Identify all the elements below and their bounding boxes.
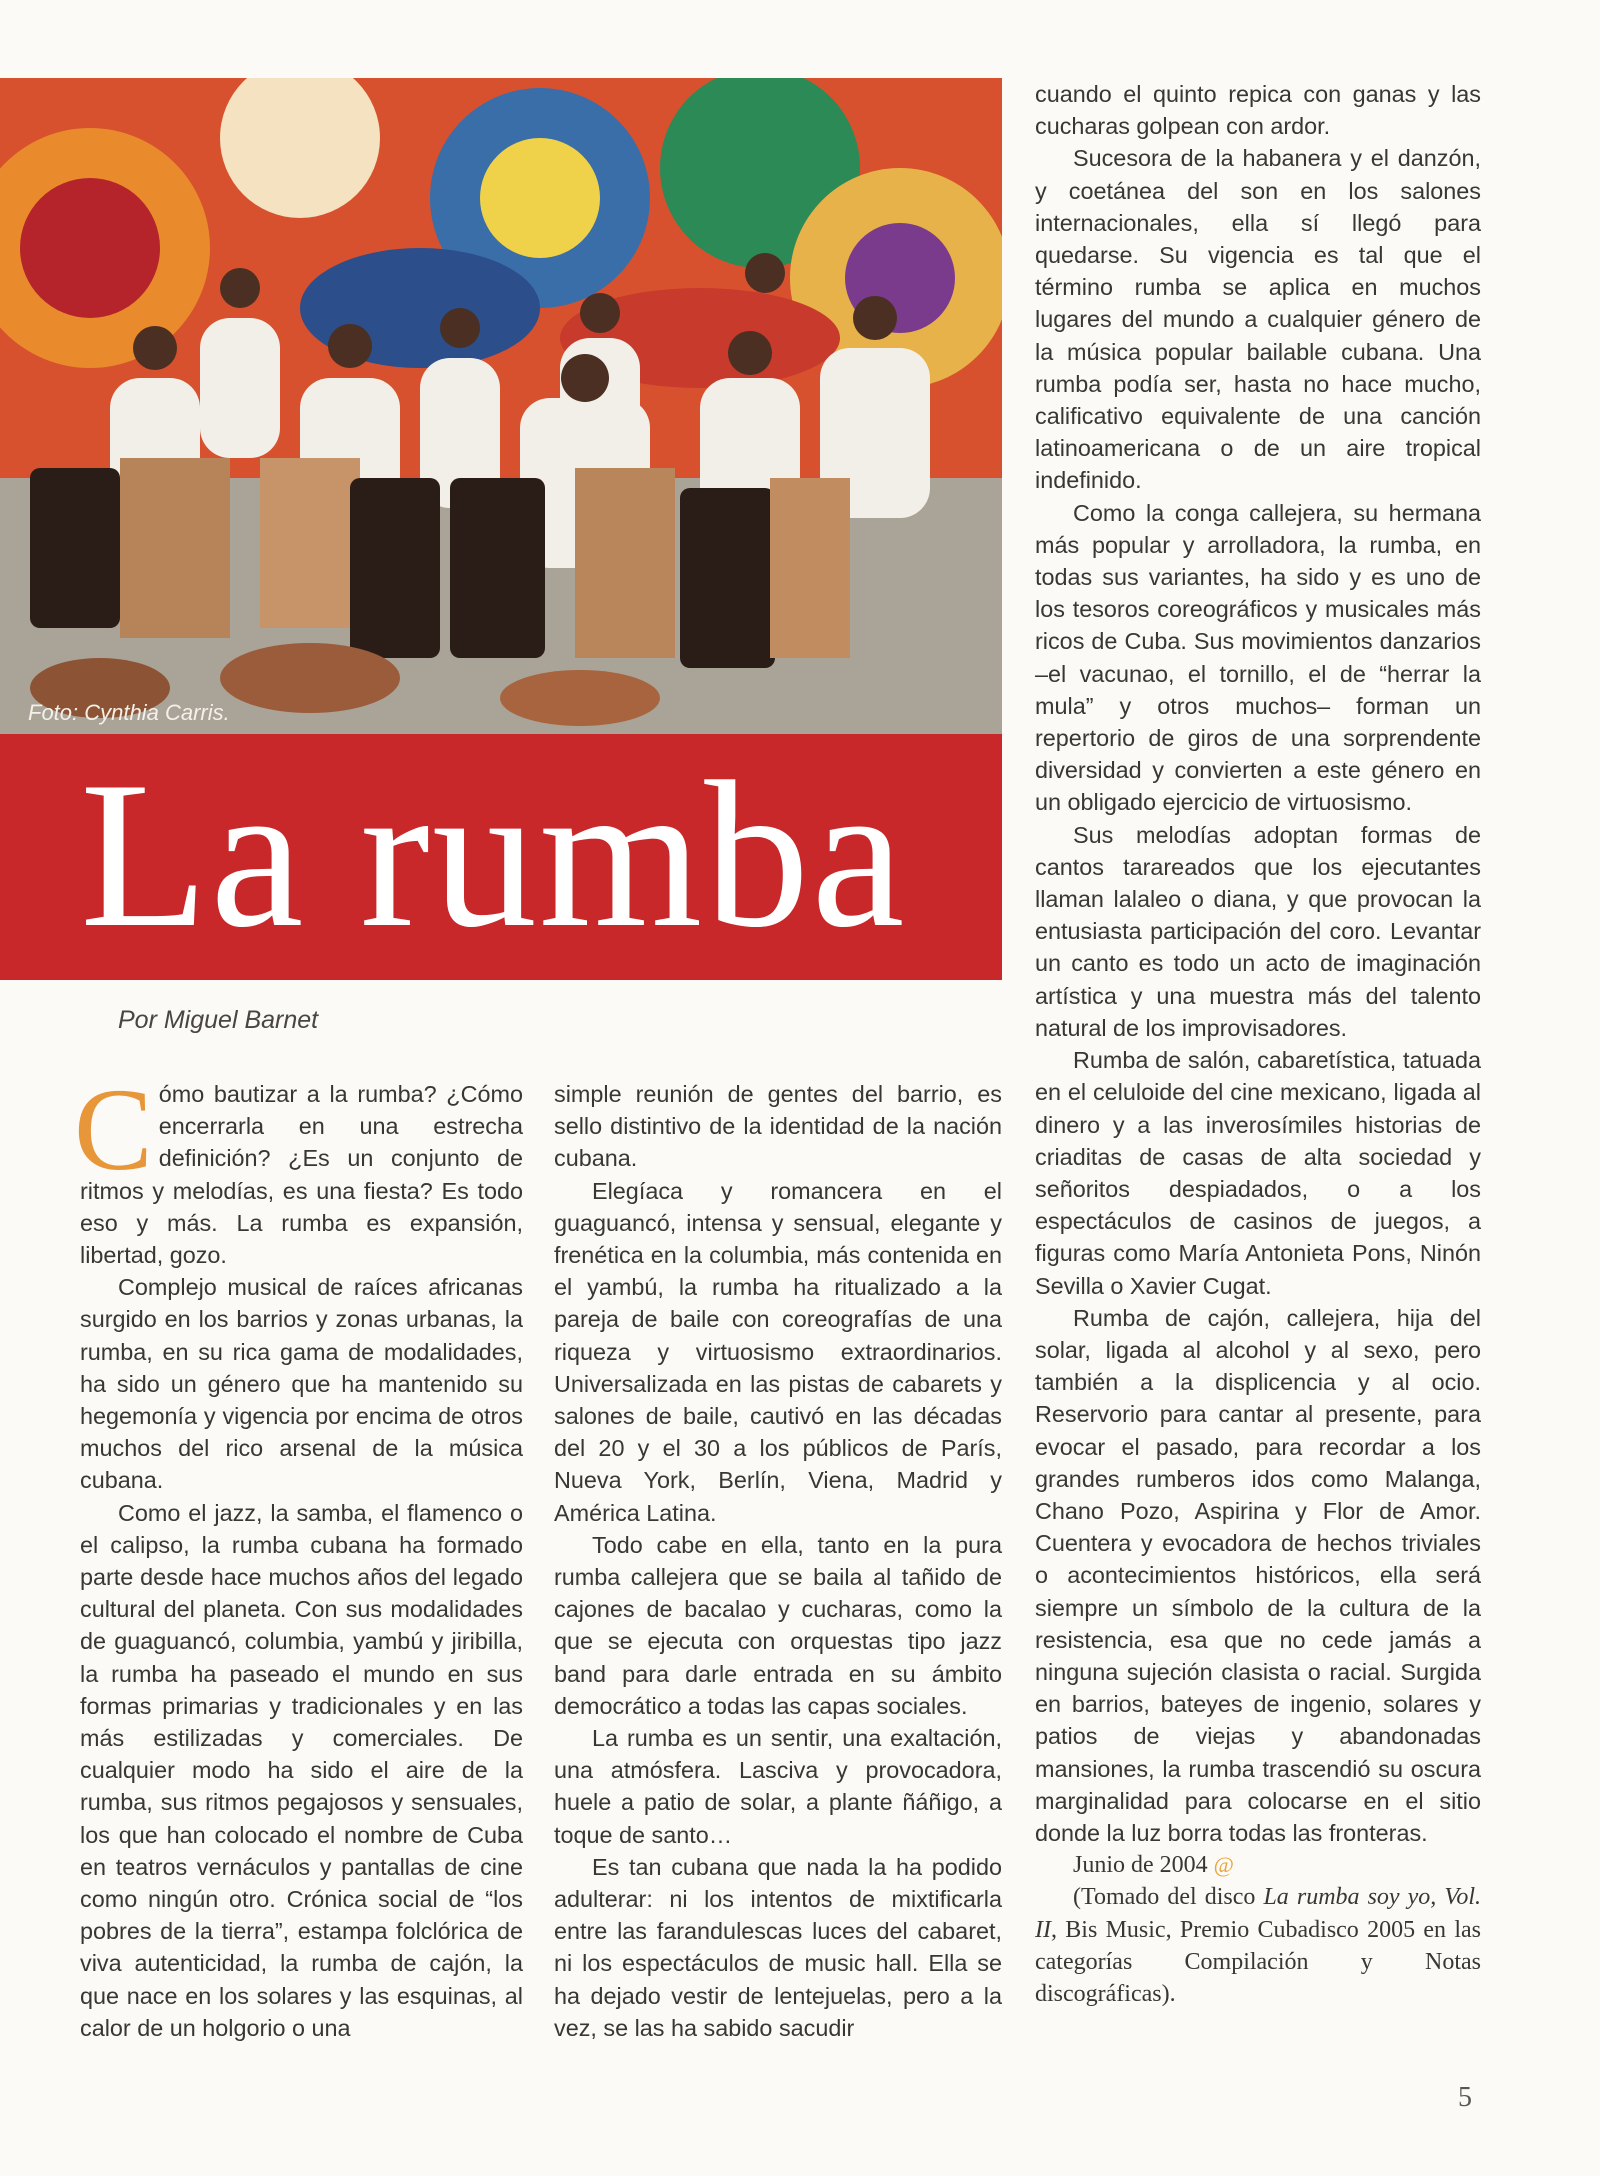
paragraph: Sus melodías adoptan formas de cantos tarareados que los ejecutantes llaman lalaleo o diana, y que provocan la entusiasta participación del coro. Levantar un canto es todo un acto de imaginación artística y una muestra más del talento natural de los improvisadores. — [1035, 821, 1481, 1041]
source-note — [1035, 1881, 1481, 2010]
column-1 — [74, 1064, 523, 2044]
paragraph-text: ómo bautizar a la rumba? ¿Cómo encerrarla en una estrecha definición? ¿Es un conjunto de ritmos y melodías, es una fiesta? Es todo eso y más. La rumba es expansión, libertad, gozo. — [80, 1081, 523, 1269]
paragraph: Sucesora de la habanera y el danzón, y coetánea del son en los salones internacionales, ella sí llegó para quedarse. Su vigencia es tal que el término rumba se aplica en muchos lugares del mundo a cualquier género de la música popular bailable cubana. Una rumba podía ser, hasta no hace mucho, calificativo equivalente de una canción latinoamericana o de un aire tropical indefinido. — [1035, 145, 1481, 494]
article-title: La rumba — [80, 739, 907, 971]
paragraph: Es tan cubana que nada la ha podido adulterar: ni los intentos de mixtificarla entre las farandulescas luces del cabaret, ni los espectáculos de music hall. Ella se ha dejado vestir de lentejuelas, pero a la vez, se las ha sabido sacudir — [554, 1853, 1002, 2041]
paragraph: Rumba de salón, cabaretística, tatuada en el celuloide del cine mexicano, ligada al dinero y a las inverosímiles historias de criaditas de casas de alta sociedad y señoritos despiadados, o a los espectáculos de casinos de juegos, a figuras como María Antonieta Pons, Ninón Sevilla o Xavier Cugat. — [1035, 1047, 1481, 1299]
drop-cap: C — [74, 1064, 153, 1195]
page-number: 5 — [1458, 2082, 1472, 2113]
date-line — [1035, 1849, 1481, 1881]
paragraph: La rumba es un sentir, una exaltación, una atmósfera. Lasciva y provocadora, huele a patio de solar, a plante ñáñigo, a toque de santo… — [554, 1725, 1002, 1848]
source-album-title: La rumba soy yo, Vol. II — [1035, 1884, 1481, 1943]
end-ornament-icon: @ — [1213, 1852, 1234, 1878]
rumba-ensemble-photo — [0, 78, 1002, 734]
paragraph: cuando el quinto repica con ganas y las cucharas golpean con ardor. — [1035, 81, 1481, 140]
paragraph: Como el jazz, la samba, el flamenco o el calipso, la rumba cubana ha formado parte desde hace muchos años del legado cultural del planeta. Con sus modalidades de guaguancó, columbia, yambú y jiribilla, la rumba ha paseado el mundo en sus formas primarias y tradicionales y en las más estilizadas y comerciales. De cualquier modo ha sido el aire de la rumba, sus ritmos pegajosos y sensuales, los que han colocado el nombre de Cuba en teatros vernáculos y pantallas de cine como ningún otro. Crónica social de “los pobres de la tierra”, estampa folclórica de viva autenticidad, la rumba de cajón, la que nace en los solares y las esquinas, al calor de un holgorio o una — [80, 1499, 523, 2041]
paragraph — [74, 1064, 523, 1271]
column-2 — [554, 1078, 1002, 2044]
title-band — [0, 734, 1002, 980]
source-text: , Bis Music, Premio Cubadisco 2005 en las categorías Compilación y Notas discográficas). — [1035, 1916, 1481, 2007]
paragraph: Complejo musical de raíces africanas surgido en los barrios y zonas urbanas, la rumba, en su rica gama de modalidades, ha sido un género que ha mantenido su hegemonía y vigencia por encima de otros muchos del rico arsenal de la música cubana. — [80, 1274, 523, 1494]
column-3 — [1035, 78, 1481, 2010]
paragraph: Como la conga callejera, su hermana más popular y arrolladora, la rumba, en todas sus variantes, ha sido y es uno de los tesoros coreográficos y musicales más ricos de Cuba. Sus movimientos danzarios –el vacunao, el tornillo, el de “herrar la mula” y otros muchos– forman un repertorio de giros de una sorprendente diversidad y convierten a este género en un obligado ejercicio de virtuosismo. — [1035, 499, 1481, 816]
paragraph: Elegíaca y romancera en el guaguancó, intensa y sensual, elegante y frenética en la columbia, más contenida en el yambú, la rumba ha ritualizado a la pareja de baile con coreografías de una riqueza y virtuosismo extraordinarios. Universalizada en las pistas de cabarets y salones de baile, cautivó en las décadas del 20 y el 30 a los públicos de París, Nueva York, Berlín, Viena, Madrid y América Latina. — [554, 1177, 1002, 1526]
source-text: (Tomado del disco — [1073, 1884, 1264, 1911]
photo-credit: Foto: Cynthia Carris. — [28, 700, 230, 725]
photo-illustration — [0, 78, 1002, 734]
paragraph: simple reunión de gentes del barrio, es sello distintivo de la identidad de la nación cubana. — [554, 1081, 1002, 1172]
date-text: Junio de 2004 — [1073, 1852, 1208, 1879]
paragraph: Rumba de cajón, callejera, hija del solar, ligada al alcohol y al sexo, pero también a la displicencia y al ocio. Reservorio para cantar al presente, para evocar el pasado, para recordar a los grandes rumberos idos como Malanga, Chano Pozo, Aspirina y Flor de Amor. Cuentera y evocadora de hechos triviales o acontecimientos históricos, ella será siempre un símbolo de la cultura de la resistencia, esa que no cede jamás a ninguna sujeción clasista o racial. Surgida en barrios, bateyes de ingenio, solares y patios de viejas y abandonadas mansiones, la rumba trascendió su oscura marginalidad para colocarse en el sitio donde la luz borra todas las fronteras. — [1035, 1304, 1481, 1846]
paragraph: Todo cabe en ella, tanto en la pura rumba callejera que se baila al tañido de cajones de bacalao y cucharas, como la que se ejecuta con orquestas tipo jazz band para darle entrada en su ámbito democrático a todas las capas sociales. — [554, 1531, 1002, 1719]
byline: Por Miguel Barnet — [118, 1006, 319, 1034]
